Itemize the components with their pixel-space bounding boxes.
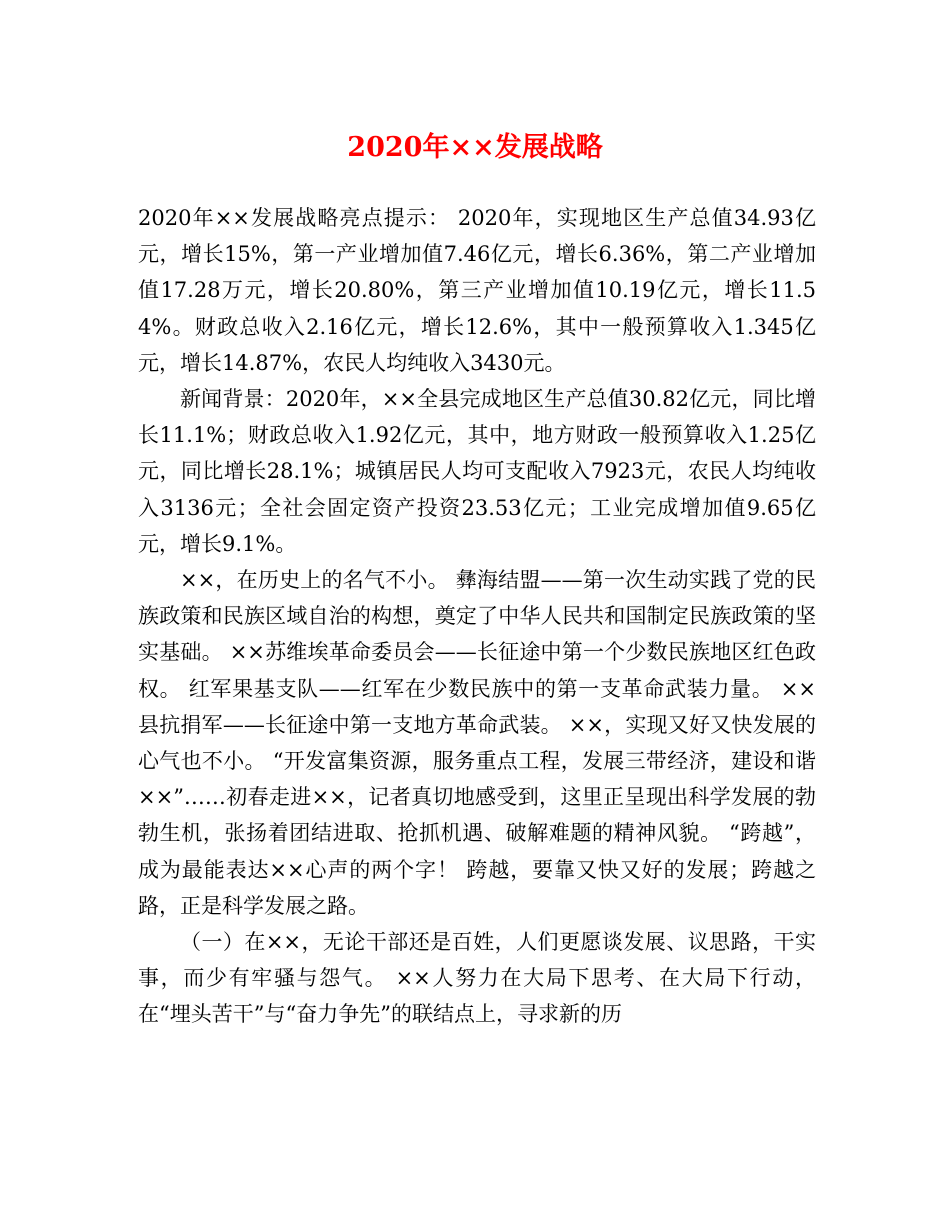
document-body: [138, 200, 816, 1033]
paragraph-news-background: 新闻背景：2020年，××全县完成地区生产总值30.82亿元，同比增长11.1%；财政总收入1.92亿元，其中，地方财政一般预算收入1.25亿元，同比增长28.1%；城镇居民人均可支配收入7923元，农民人均纯收入3136元；全社会固定资产投资23.53亿元；工业完成增加值9.65亿元，增长9.1%。: [138, 387, 816, 556]
paragraph-section-one: （一）在××，无论干部还是百姓，人们更愿谈发展、议思路，干实事，而少有牢骚与怨气。 ××人努力在大局下思考、在大局下行动，在“埋头苦干”与“奋力争先”的联结点上，寻求新的历: [138, 930, 816, 1027]
document-title: 2020年××发展战略: [347, 132, 603, 163]
paragraph-highlights: 2020年××发展战略亮点提示： 2020年，实现地区生产总值34.93亿元，增长15%，第一产业增加值7.46亿元，增长6.36%，第二产业增加值17.28万元，增长20.80%，第三产业增加值10.19亿元，增长11.54%。财政总收入2.16亿元，增长12.6%，其中一般预算收入1.345亿元，增长14.87%，农民人均纯收入3430元。: [138, 206, 816, 375]
paragraph-history: ××，在历史上的名气不小。 彝海结盟——第一次生动实践了党的民族政策和民族区域自治的构想，奠定了中华人民共和国制定民族政策的坚实基础。 ××苏维埃革命委员会——长征途中第一个少数民族地区红色政权。 红军果基支队——红军在少数民族中的第一支革命武装力量。 ××县抗捐军——长征途中第一支地方革命武装。 ××，实现又好又快发展的心气也不小。 “开发富集资源，服务重点工程，发展三带经济，建设和谐××”……初春走进××，记者真切地感受到，这里正呈现出科学发展的勃勃生机，张扬着团结进取、抢抓机遇、破解难题的精神风貌。 “跨越”，成为最能表达××心声的两个字！ 跨越，要靠又快又好的发展；跨越之路，正是科学发展之路。: [138, 568, 816, 918]
